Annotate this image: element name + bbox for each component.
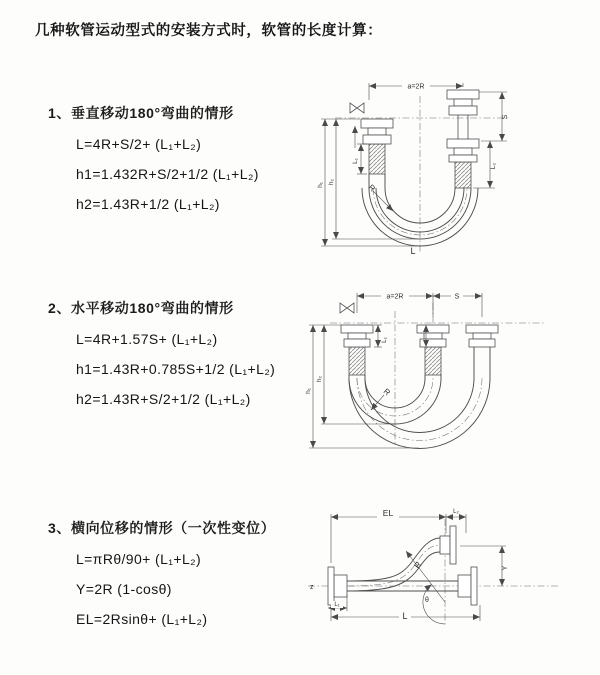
section-2-heading: 2、水平移动180°弯曲的情形 bbox=[48, 300, 234, 316]
braided-hose-middle bbox=[425, 347, 441, 375]
section-1-heading: 1、垂直移动180°弯曲的情形 bbox=[48, 105, 234, 121]
section-3-heading: 3、横向位移的情形（一次性变位） bbox=[48, 520, 276, 536]
section-2-formula-h1: h1=1.43R+0.785S+1/2 (L₁+L₂) bbox=[76, 361, 276, 377]
section-2-formula-h2: h2=1.43R+S/2+1/2 (L₁+L₂) bbox=[76, 391, 251, 407]
radius-label: R bbox=[381, 386, 392, 398]
diagram-horizontal-180-bend bbox=[300, 283, 562, 455]
dim-label-h2: h₂ bbox=[316, 375, 323, 383]
flange-fittings bbox=[341, 325, 498, 347]
dim-label-l2: L₂ bbox=[490, 162, 497, 170]
dim-label-h2: h₂ bbox=[328, 178, 335, 186]
dim-label-el: EL bbox=[382, 508, 394, 518]
centerline-mark: z bbox=[310, 584, 314, 591]
section-3-formula-Y: Y=2R (1-cosθ) bbox=[76, 581, 172, 597]
dimension-lines bbox=[309, 293, 482, 448]
braided-hose-left bbox=[369, 144, 385, 174]
section-1-formula-L: L=4R+S/2+ (L₁+L₂) bbox=[76, 136, 202, 152]
hose-loops bbox=[349, 347, 490, 449]
page-title: 几种软管运动型式的安装方式时，软管的长度计算： bbox=[35, 23, 383, 39]
dim-label-s: S bbox=[454, 293, 460, 301]
dim-label-h1: h₁ bbox=[305, 388, 312, 394]
braided-hose-right bbox=[455, 162, 471, 188]
dimension-lines bbox=[321, 83, 507, 246]
angle-theta-label: θ bbox=[425, 597, 429, 604]
braided-hose-left bbox=[349, 347, 365, 375]
valve-icon bbox=[340, 303, 354, 313]
dim-label-l1: L₁ bbox=[352, 158, 359, 164]
flange-fittings bbox=[328, 526, 477, 605]
dim-label-l2: L₂ bbox=[453, 509, 459, 515]
section-1-formula-h1: h1=1.432R+S/2+1/2 (L₁+L₂) bbox=[76, 166, 259, 182]
radius-label: R bbox=[366, 182, 377, 194]
dim-label-a2r: a=2R bbox=[407, 83, 425, 91]
section-3-formula-EL: EL=2Rsinθ+ (L₁+L₂) bbox=[76, 611, 208, 627]
section-1-formula-h2: h2=1.43R+1/2 (L₁+L₂) bbox=[76, 196, 220, 212]
dim-label-s: S bbox=[502, 114, 509, 120]
dim-label-l1: L₁ bbox=[334, 602, 340, 608]
centerlines bbox=[308, 519, 558, 627]
length-label: L bbox=[410, 246, 416, 256]
section-2-formula-L: L=4R+1.57S+ (L₁+L₂) bbox=[76, 331, 218, 347]
dim-label-h1: h₁ bbox=[317, 182, 324, 188]
valve-icon bbox=[350, 103, 364, 113]
length-label: L bbox=[402, 611, 408, 621]
dim-label-l1: L₁ bbox=[381, 337, 388, 343]
section-3-formula-L: L=πRθ/90+ (L₁+L₂) bbox=[76, 551, 202, 567]
dim-label-y: Y bbox=[502, 565, 509, 571]
radius-label: R bbox=[412, 560, 424, 571]
diagram-vertical-180-bend bbox=[305, 70, 545, 260]
dim-label-a2r: a=2R bbox=[386, 293, 404, 301]
diagram-lateral-displacement bbox=[300, 505, 585, 650]
